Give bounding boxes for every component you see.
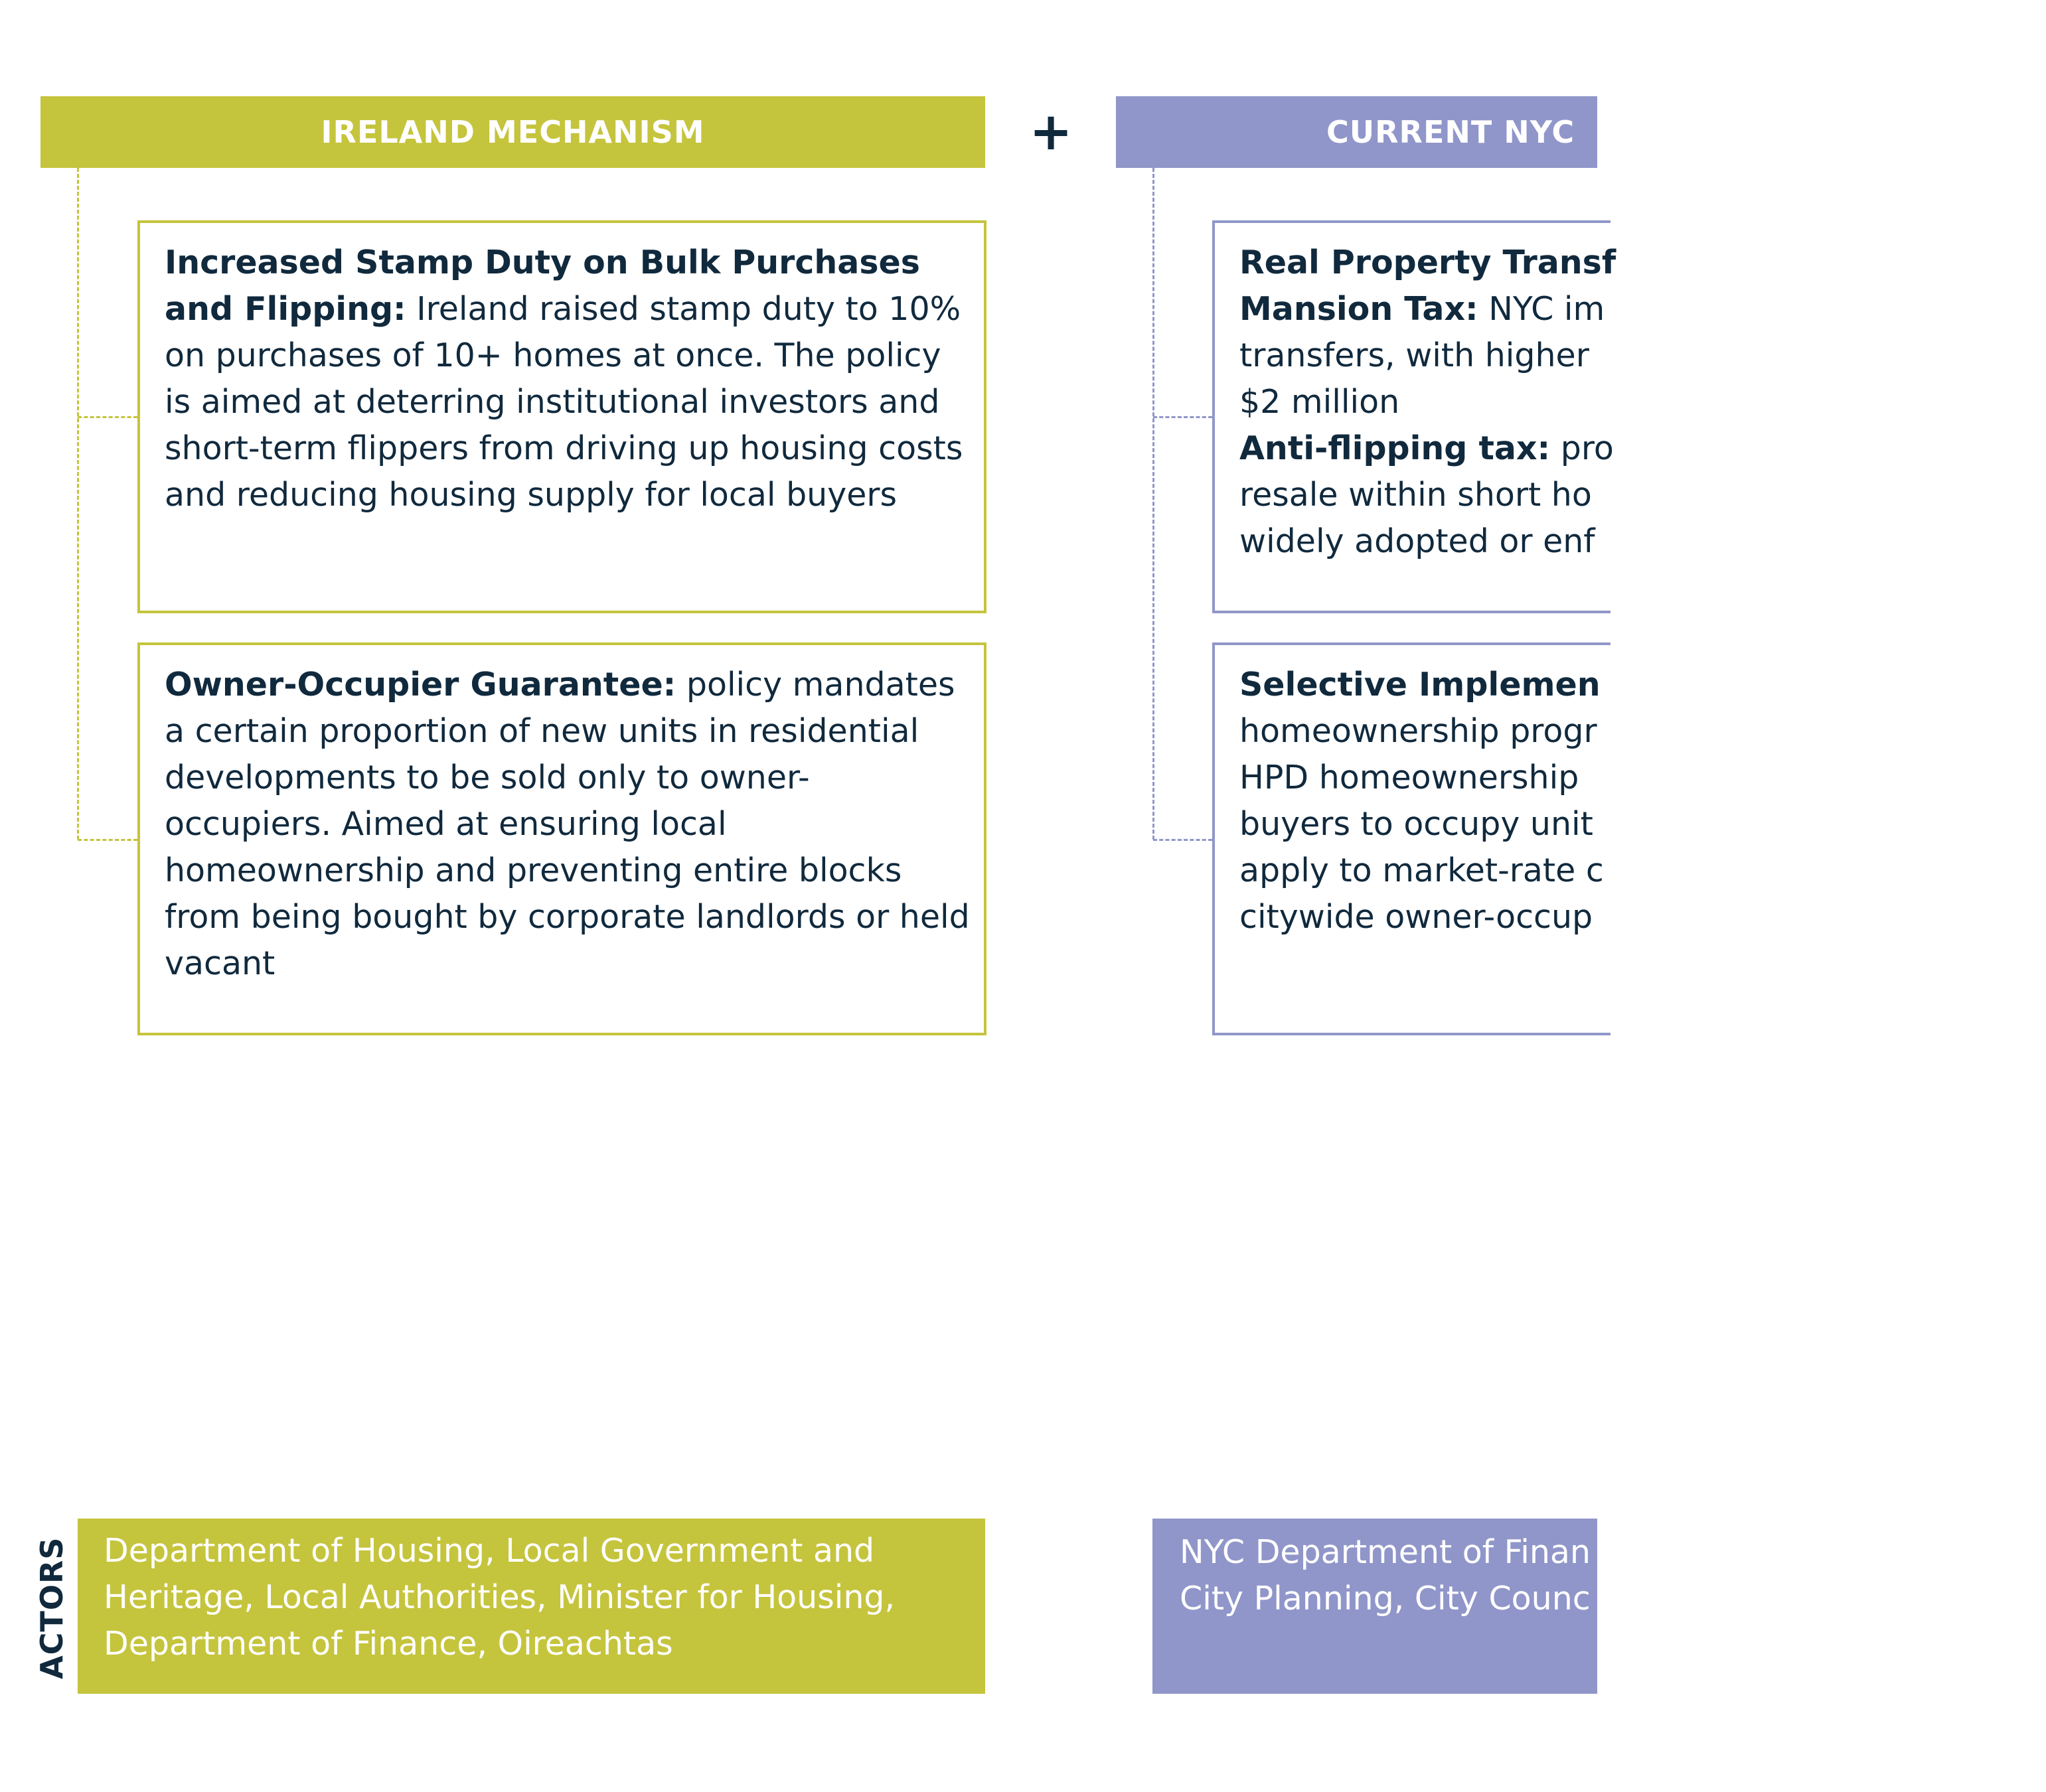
card-line: HPD homeownership	[1239, 759, 1579, 796]
card-text	[1239, 662, 2046, 940]
card-title: Owner-Occupier Guarantee:	[165, 666, 676, 704]
nyc-actors-line: City Planning, City Counc	[1180, 1580, 1591, 1617]
ireland-connector-branch-1	[78, 416, 137, 418]
card-line: resale within short ho	[1239, 476, 1592, 514]
nyc-connector-vertical	[1152, 168, 1154, 840]
plus-icon: +	[1029, 102, 1073, 162]
nyc-card-selective-implementation	[1212, 642, 1611, 1035]
card-line: apply to market-rate c	[1239, 852, 1604, 889]
card-line: Mansion Tax: NYC im	[1239, 290, 1605, 328]
ireland-card-stamp-duty	[137, 220, 986, 613]
card-text	[1239, 240, 2046, 565]
card-line: citywide owner-occup	[1239, 898, 1593, 936]
card-body: policy mandates a certain proportion of new units in residential developments to be sold only to owner-occupiers. Aimed at ensuring local homeownership and preventing entire blocks from being bought by corporate landlords or held vacant	[165, 666, 970, 982]
card-line: buyers to occupy unit	[1239, 805, 1593, 843]
nyc-connector-branch-1	[1153, 416, 1212, 418]
card-line: Anti-flipping tax: pro	[1239, 429, 1614, 467]
card-text	[165, 240, 971, 518]
ireland-card-owner-occupier	[137, 642, 986, 1035]
nyc-actors-box	[1152, 1519, 1597, 1694]
nyc-card-transfer-tax	[1212, 220, 1616, 613]
card-line: $2 million	[1239, 383, 1400, 421]
card-line: Real Property Transf	[1239, 244, 1616, 281]
card-line: transfers, with higher	[1239, 336, 1589, 374]
nyc-connector-branch-2	[1153, 839, 1212, 841]
card-line: widely adopted or enf	[1239, 522, 1595, 560]
card-text	[165, 662, 971, 987]
card-line: homeownership progr	[1239, 712, 1597, 750]
current-nyc-header: CURRENT NYC	[1116, 96, 1597, 168]
ireland-connector-branch-2	[78, 839, 137, 841]
card-title: Increased Stamp Duty on Bulk Purchases and Flipping:	[165, 244, 920, 328]
card-body: Ireland raised stamp duty to 10% on purchases of 10+ homes at once. The policy is aimed at deterring institutional investors and short-term flippers from driving up housing costs and reducing housing supply for local buyers	[165, 290, 963, 514]
nyc-actors-line: NYC Department of Finan	[1180, 1533, 1591, 1571]
card-line: Selective Implemen	[1239, 666, 1601, 704]
ireland-mechanism-header: IRELAND MECHANISM	[40, 96, 985, 168]
ireland-actors-box: Department of Housing, Local Government and Heritage, Local Authorities, Minister for Housing, Department of Finance, Oireachtas	[78, 1519, 985, 1694]
actors-label: ACTORS	[34, 1536, 70, 1679]
ireland-connector-vertical	[77, 168, 79, 840]
